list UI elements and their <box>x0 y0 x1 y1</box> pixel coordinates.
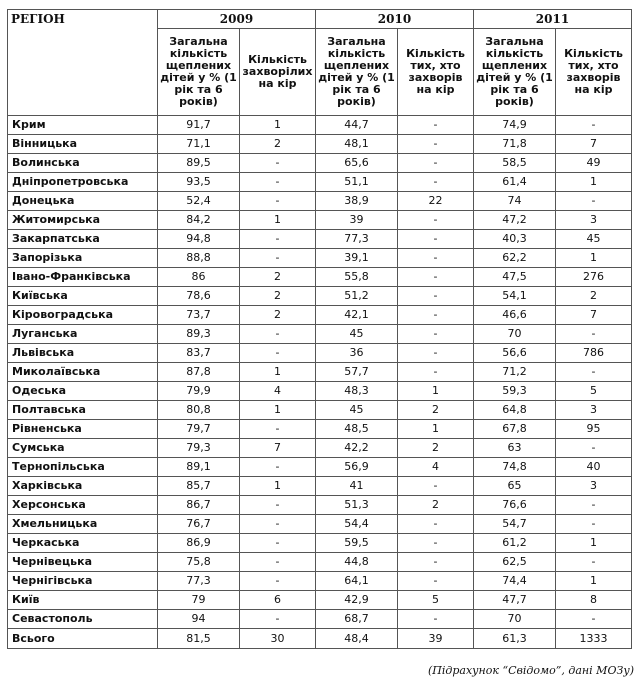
table-row <box>8 363 632 382</box>
vaccinated-percent-cell: 51,3 <box>316 496 398 515</box>
measles-cases-cell: 49 <box>556 154 632 173</box>
region-cell: Донецька <box>8 192 158 211</box>
measles-cases-cell: - <box>398 230 474 249</box>
region-cell: Чернігівська <box>8 572 158 591</box>
vaccinated-percent-cell: 39 <box>316 211 398 230</box>
vaccinated-percent-cell: 74,8 <box>474 458 556 477</box>
vaccinated-percent-cell: 89,5 <box>158 154 240 173</box>
measles-cases-cell: 2 <box>556 287 632 306</box>
subheader-cases-2010: Кількість тих, хто захворів на кір <box>398 29 474 116</box>
vaccinated-percent-cell: 74,9 <box>474 116 556 135</box>
region-cell: Всього <box>8 629 158 649</box>
vaccinated-percent-cell: 80,8 <box>158 401 240 420</box>
measles-cases-cell: - <box>556 610 632 629</box>
vaccinated-percent-cell: 77,3 <box>316 230 398 249</box>
vaccinated-percent-cell: 87,8 <box>158 363 240 382</box>
measles-cases-cell: 30 <box>240 629 316 649</box>
measles-cases-cell: - <box>398 268 474 287</box>
region-cell: Київ <box>8 591 158 610</box>
measles-cases-cell: 39 <box>398 629 474 649</box>
vaccinated-percent-cell: 48,3 <box>316 382 398 401</box>
measles-cases-cell: 3 <box>556 401 632 420</box>
vaccinated-percent-cell: 64,8 <box>474 401 556 420</box>
measles-cases-cell: 8 <box>556 591 632 610</box>
measles-cases-cell: - <box>398 211 474 230</box>
vaccinated-percent-cell: 54,1 <box>474 287 556 306</box>
measles-cases-cell: 40 <box>556 458 632 477</box>
table-row <box>8 173 632 192</box>
measles-cases-cell: 7 <box>240 439 316 458</box>
region-cell: Вінницька <box>8 135 158 154</box>
measles-cases-cell: 1 <box>240 116 316 135</box>
measles-cases-cell: 7 <box>556 306 632 325</box>
vaccinated-percent-cell: 65,6 <box>316 154 398 173</box>
measles-cases-cell: 1 <box>556 572 632 591</box>
measles-cases-cell: - <box>556 325 632 344</box>
vaccinated-percent-cell: 91,7 <box>158 116 240 135</box>
measles-cases-cell: 3 <box>556 477 632 496</box>
region-cell: Житомирська <box>8 211 158 230</box>
vaccinated-percent-cell: 61,4 <box>474 173 556 192</box>
region-cell: Херсонська <box>8 496 158 515</box>
vaccinated-percent-cell: 40,3 <box>474 230 556 249</box>
subheader-vaccinated-2009: Загальна кількість щеплених дітей у % (1 рік та 6 років) <box>158 29 240 116</box>
measles-cases-cell: 22 <box>398 192 474 211</box>
vaccinated-percent-cell: 86,9 <box>158 534 240 553</box>
vaccinated-percent-cell: 67,8 <box>474 420 556 439</box>
measles-cases-cell: - <box>240 344 316 363</box>
year-header-row <box>8 10 632 29</box>
vaccinated-percent-cell: 94,8 <box>158 230 240 249</box>
vaccinated-percent-cell: 56,9 <box>316 458 398 477</box>
table-row <box>8 477 632 496</box>
vaccinated-percent-cell: 51,1 <box>316 173 398 192</box>
measles-cases-cell: - <box>398 572 474 591</box>
vaccinated-percent-cell: 79,9 <box>158 382 240 401</box>
measles-cases-cell: 3 <box>556 211 632 230</box>
measles-cases-cell: - <box>240 553 316 572</box>
vaccinated-percent-cell: 77,3 <box>158 572 240 591</box>
vaccinated-percent-cell: 89,3 <box>158 325 240 344</box>
measles-cases-cell: - <box>556 439 632 458</box>
measles-cases-cell: - <box>398 154 474 173</box>
table-row <box>8 230 632 249</box>
region-cell: Дніпропетровська <box>8 173 158 192</box>
region-cell: Кіровоградська <box>8 306 158 325</box>
measles-cases-cell: 276 <box>556 268 632 287</box>
measles-cases-cell: - <box>240 154 316 173</box>
measles-cases-cell: - <box>240 230 316 249</box>
region-cell: Харківська <box>8 477 158 496</box>
vaccinated-percent-cell: 71,2 <box>474 363 556 382</box>
table-row <box>8 154 632 173</box>
vaccinated-percent-cell: 55,8 <box>316 268 398 287</box>
vaccinated-percent-cell: 57,7 <box>316 363 398 382</box>
measles-cases-cell: 2 <box>240 287 316 306</box>
vaccinated-percent-cell: 76,6 <box>474 496 556 515</box>
measles-cases-cell: - <box>240 173 316 192</box>
measles-cases-cell: 2 <box>240 135 316 154</box>
subheader-cases-2009: Кількість захворілих на кір <box>240 29 316 116</box>
measles-cases-cell: - <box>398 610 474 629</box>
measles-cases-cell: 1 <box>556 249 632 268</box>
measles-cases-cell: 6 <box>240 591 316 610</box>
vaccinated-percent-cell: 47,7 <box>474 591 556 610</box>
measles-cases-cell: - <box>398 287 474 306</box>
measles-cases-cell: - <box>240 325 316 344</box>
vaccinated-percent-cell: 58,5 <box>474 154 556 173</box>
vaccinated-percent-cell: 94 <box>158 610 240 629</box>
table-row <box>8 553 632 572</box>
vaccinated-percent-cell: 71,1 <box>158 135 240 154</box>
subheader-vaccinated-2011: Загальна кількість щеплених дітей у % (1 рік та 6 років) <box>474 29 556 116</box>
vaccinated-percent-cell: 51,2 <box>316 287 398 306</box>
table-row <box>8 382 632 401</box>
table-row <box>8 135 632 154</box>
total-row <box>8 629 632 649</box>
measles-cases-cell: - <box>398 173 474 192</box>
vaccinated-percent-cell: 48,4 <box>316 629 398 649</box>
region-cell: Хмельницька <box>8 515 158 534</box>
measles-cases-cell: - <box>556 553 632 572</box>
table-row <box>8 116 632 135</box>
measles-cases-cell: 7 <box>556 135 632 154</box>
vaccinated-percent-cell: 64,1 <box>316 572 398 591</box>
measles-cases-cell: - <box>398 477 474 496</box>
table-header <box>8 10 632 116</box>
table-row <box>8 515 632 534</box>
year-header-2009: 2009 <box>158 10 316 29</box>
vaccinated-percent-cell: 79,7 <box>158 420 240 439</box>
table-row <box>8 268 632 287</box>
table-row <box>8 192 632 211</box>
vaccinated-percent-cell: 42,2 <box>316 439 398 458</box>
measles-cases-cell: - <box>398 306 474 325</box>
region-cell: Сумська <box>8 439 158 458</box>
vaccinated-percent-cell: 62,2 <box>474 249 556 268</box>
vaccinated-percent-cell: 70 <box>474 610 556 629</box>
vaccination-measles-table <box>7 9 632 649</box>
measles-cases-cell: - <box>398 249 474 268</box>
measles-cases-cell: - <box>240 496 316 515</box>
measles-cases-cell: - <box>240 610 316 629</box>
measles-cases-cell: 786 <box>556 344 632 363</box>
vaccinated-percent-cell: 71,8 <box>474 135 556 154</box>
measles-cases-cell: - <box>556 496 632 515</box>
vaccinated-percent-cell: 59,3 <box>474 382 556 401</box>
vaccinated-percent-cell: 59,5 <box>316 534 398 553</box>
region-cell: Луганська <box>8 325 158 344</box>
measles-cases-cell: 1 <box>240 211 316 230</box>
vaccinated-percent-cell: 70 <box>474 325 556 344</box>
vaccinated-percent-cell: 63 <box>474 439 556 458</box>
region-cell: Одеська <box>8 382 158 401</box>
vaccinated-percent-cell: 44,8 <box>316 553 398 572</box>
measles-cases-cell: - <box>240 534 316 553</box>
measles-cases-cell: 1 <box>240 363 316 382</box>
table-row <box>8 249 632 268</box>
table-row <box>8 439 632 458</box>
measles-cases-cell: - <box>556 515 632 534</box>
vaccinated-percent-cell: 74,4 <box>474 572 556 591</box>
table-row <box>8 591 632 610</box>
subheader-vaccinated-2010: Загальна кількість щеплених дітей у % (1 рік та 6 років) <box>316 29 398 116</box>
measles-cases-cell: - <box>398 363 474 382</box>
region-cell: Крим <box>8 116 158 135</box>
vaccinated-percent-cell: 48,1 <box>316 135 398 154</box>
table-row <box>8 325 632 344</box>
table-row <box>8 306 632 325</box>
vaccinated-percent-cell: 76,7 <box>158 515 240 534</box>
vaccinated-percent-cell: 74 <box>474 192 556 211</box>
measles-cases-cell: - <box>398 534 474 553</box>
measles-cases-cell: - <box>398 515 474 534</box>
vaccinated-percent-cell: 75,8 <box>158 553 240 572</box>
region-cell: Тернопільська <box>8 458 158 477</box>
vaccinated-percent-cell: 45 <box>316 325 398 344</box>
vaccinated-percent-cell: 88,8 <box>158 249 240 268</box>
measles-cases-cell: - <box>556 116 632 135</box>
measles-cases-cell: 2 <box>398 401 474 420</box>
measles-cases-cell: 2 <box>398 439 474 458</box>
table-row <box>8 420 632 439</box>
measles-cases-cell: 2 <box>240 306 316 325</box>
vaccinated-percent-cell: 81,5 <box>158 629 240 649</box>
year-header-2011: 2011 <box>474 10 632 29</box>
vaccinated-percent-cell: 86,7 <box>158 496 240 515</box>
measles-cases-cell: 1 <box>556 534 632 553</box>
vaccinated-percent-cell: 42,1 <box>316 306 398 325</box>
vaccinated-percent-cell: 73,7 <box>158 306 240 325</box>
region-cell: Івано-Франківська <box>8 268 158 287</box>
measles-cases-cell: 5 <box>398 591 474 610</box>
vaccinated-percent-cell: 65 <box>474 477 556 496</box>
measles-cases-cell: 4 <box>398 458 474 477</box>
measles-cases-cell: 1 <box>240 401 316 420</box>
table-row <box>8 534 632 553</box>
vaccinated-percent-cell: 85,7 <box>158 477 240 496</box>
measles-cases-cell: - <box>398 116 474 135</box>
vaccinated-percent-cell: 56,6 <box>474 344 556 363</box>
measles-cases-cell: 1333 <box>556 629 632 649</box>
vaccinated-percent-cell: 68,7 <box>316 610 398 629</box>
vaccinated-percent-cell: 83,7 <box>158 344 240 363</box>
vaccinated-percent-cell: 36 <box>316 344 398 363</box>
measles-cases-cell: - <box>240 192 316 211</box>
region-cell: Миколаївська <box>8 363 158 382</box>
measles-cases-cell: - <box>398 135 474 154</box>
measles-cases-cell: 1 <box>398 420 474 439</box>
table-row <box>8 287 632 306</box>
vaccinated-percent-cell: 79,3 <box>158 439 240 458</box>
measles-cases-cell: - <box>240 515 316 534</box>
measles-cases-cell: - <box>398 325 474 344</box>
vaccinated-percent-cell: 39,1 <box>316 249 398 268</box>
vaccinated-percent-cell: 44,7 <box>316 116 398 135</box>
table-row <box>8 458 632 477</box>
region-cell: Київська <box>8 287 158 306</box>
region-cell: Волинська <box>8 154 158 173</box>
measles-cases-cell: 2 <box>398 496 474 515</box>
region-cell: Львівська <box>8 344 158 363</box>
table-body <box>8 116 632 649</box>
vaccinated-percent-cell: 54,7 <box>474 515 556 534</box>
subheader-cases-2011: Кількість тих, хто захворів на кір <box>556 29 632 116</box>
region-column-header: РЕГІОН <box>8 10 158 116</box>
measles-cases-cell: - <box>240 458 316 477</box>
measles-cases-cell: 2 <box>240 268 316 287</box>
source-caption: (Підрахунок “Свідомо”, дані МОЗу) <box>427 664 634 677</box>
vaccinated-percent-cell: 54,4 <box>316 515 398 534</box>
region-cell: Чернівецька <box>8 553 158 572</box>
region-cell: Севастополь <box>8 610 158 629</box>
vaccinated-percent-cell: 52,4 <box>158 192 240 211</box>
vaccinated-percent-cell: 42,9 <box>316 591 398 610</box>
vaccinated-percent-cell: 86 <box>158 268 240 287</box>
table-row <box>8 496 632 515</box>
measles-cases-cell: - <box>556 192 632 211</box>
region-cell: Закарпатська <box>8 230 158 249</box>
table-row <box>8 610 632 629</box>
vaccinated-percent-cell: 61,3 <box>474 629 556 649</box>
measles-cases-cell: 1 <box>556 173 632 192</box>
vaccinated-percent-cell: 41 <box>316 477 398 496</box>
table-row <box>8 572 632 591</box>
measles-cases-cell: - <box>240 572 316 591</box>
region-cell: Черкаська <box>8 534 158 553</box>
vaccinated-percent-cell: 79 <box>158 591 240 610</box>
vaccinated-percent-cell: 47,5 <box>474 268 556 287</box>
vaccinated-percent-cell: 45 <box>316 401 398 420</box>
vaccinated-percent-cell: 38,9 <box>316 192 398 211</box>
table-row <box>8 401 632 420</box>
measles-cases-cell: 1 <box>398 382 474 401</box>
vaccinated-percent-cell: 61,2 <box>474 534 556 553</box>
measles-cases-cell: - <box>556 363 632 382</box>
measles-cases-cell: - <box>398 344 474 363</box>
table-row <box>8 211 632 230</box>
vaccinated-percent-cell: 93,5 <box>158 173 240 192</box>
region-cell: Полтавська <box>8 401 158 420</box>
vaccinated-percent-cell: 46,6 <box>474 306 556 325</box>
measles-cases-cell: 5 <box>556 382 632 401</box>
measles-cases-cell: 45 <box>556 230 632 249</box>
region-cell: Запорізька <box>8 249 158 268</box>
measles-cases-cell: - <box>240 249 316 268</box>
table-row <box>8 344 632 363</box>
measles-cases-cell: - <box>398 553 474 572</box>
measles-cases-cell: - <box>240 420 316 439</box>
vaccinated-percent-cell: 48,5 <box>316 420 398 439</box>
vaccinated-percent-cell: 89,1 <box>158 458 240 477</box>
vaccinated-percent-cell: 84,2 <box>158 211 240 230</box>
region-cell: Рівненська <box>8 420 158 439</box>
vaccinated-percent-cell: 78,6 <box>158 287 240 306</box>
measles-cases-cell: 1 <box>240 477 316 496</box>
vaccinated-percent-cell: 47,2 <box>474 211 556 230</box>
measles-cases-cell: 95 <box>556 420 632 439</box>
measles-cases-cell: 4 <box>240 382 316 401</box>
vaccinated-percent-cell: 62,5 <box>474 553 556 572</box>
year-header-2010: 2010 <box>316 10 474 29</box>
